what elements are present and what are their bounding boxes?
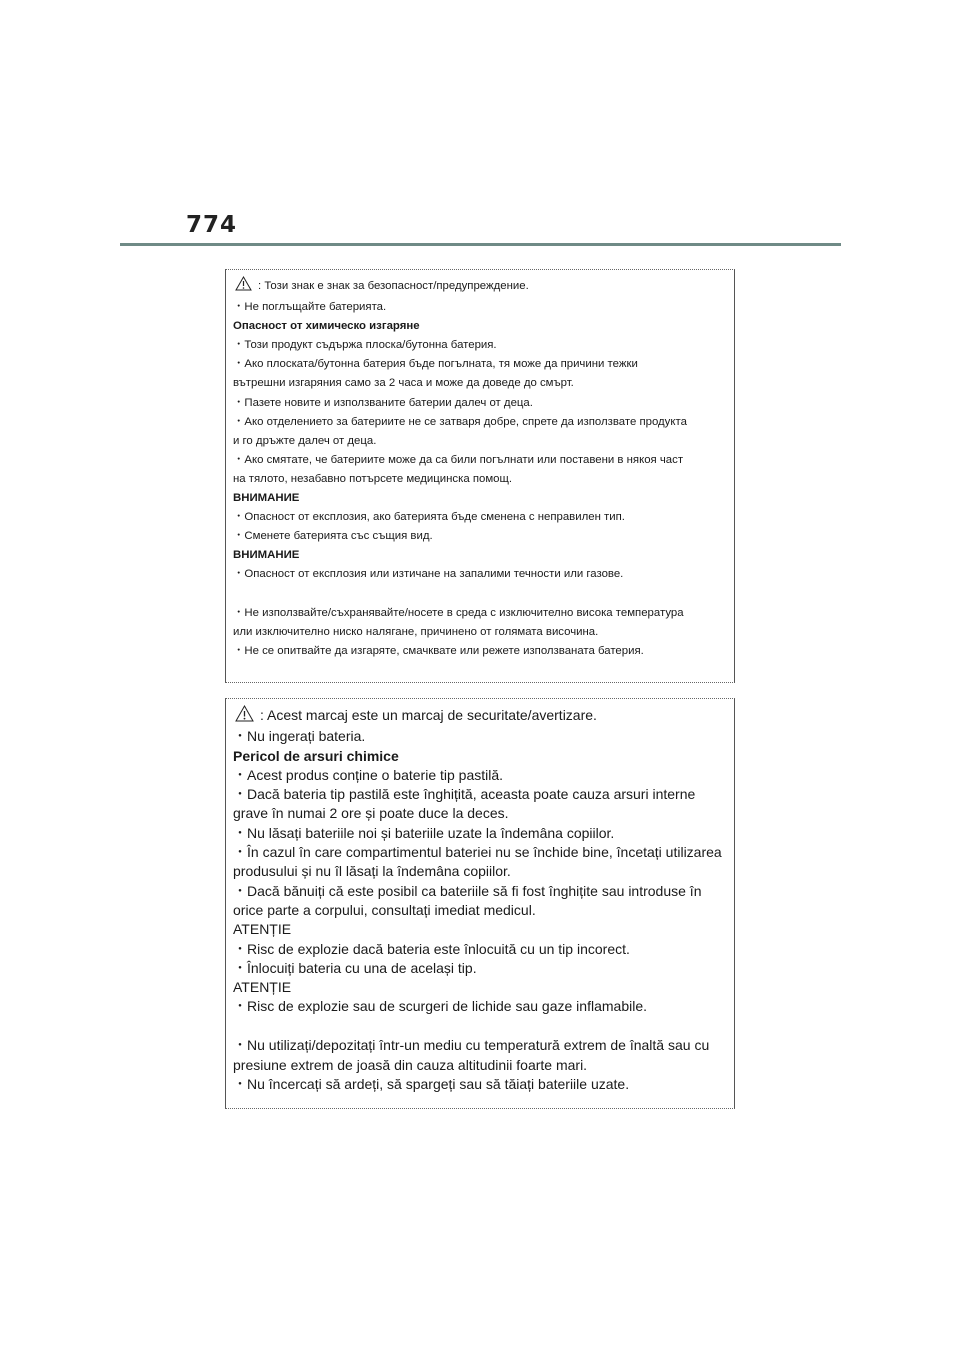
swallowed-line-2: grave în numai 2 ore și poate duce la deces. (233, 805, 509, 822)
no-burn-line: ・Не се опитвайте да изгаряте, смачквате или режете използваната батерия. (233, 644, 644, 657)
temperature-line-2: или изключително ниско налягане, причинено от голямата височина. (233, 625, 599, 638)
explosion-type-line: ・Risc de explozie dacă bateria este înlocuită cu un tip incorect. (233, 940, 630, 957)
dont-swallow-line: ・Не поглъщайте батерията. (233, 301, 387, 314)
explosion-type-line: ・Опасност от експлозия, ако батерията бъде сменена с неправилен тип. (233, 511, 625, 524)
symbol-note-row (233, 705, 734, 727)
compartment-line-1: ・Ако отделението за батериите не се затваря добре, спрете да използвате продукта (233, 415, 687, 428)
spacer (233, 1017, 734, 1037)
contains-battery-line: ・Този продукт съдържа плоска/бутонна батерия. (233, 339, 497, 352)
medical-line-2: на тялото, незабавно потърсете медицинска помощ. (233, 472, 513, 485)
no-burn-line: ・Nu încercați să ardeți, să spargeți sau să tăiați bateriile uzate. (233, 1075, 630, 1092)
symbol-note-row (233, 276, 734, 298)
contains-battery-line: ・Acest produs conține o baterie tip pastilă. (233, 766, 504, 783)
temperature-line-1: ・Nu utilizați/depozitați într-un mediu cu temperatură extrem de înaltă sau cu (233, 1037, 710, 1054)
warning-triangle-icon (235, 705, 254, 727)
compartment-line-2: produsului și nu îl lăsați la îndemâna copiilor. (233, 863, 511, 880)
keep-away-line: ・Пазете новите и използваните батерии далеч от деца. (233, 396, 533, 409)
bulgarian-warning-box (225, 269, 735, 683)
temperature-line-1: ・Не използвайте/съхранявайте/носете в среда с изключително висока температура (233, 606, 684, 619)
explosion-leak-line: ・Опасност от експлозия или изтичане на запалими течности или газове. (233, 568, 624, 581)
dont-swallow-line: ・Nu ingerați bateria. (233, 728, 366, 745)
page-number: 774 (186, 212, 238, 238)
keep-away-line: ・Nu lăsați bateriile noi și bateriile uzate la îndemâna copiilor. (233, 824, 615, 841)
swallowed-line-1: ・Dacă bateria tip pastilă este înghițită, aceasta poate cauza arsuri interne (233, 786, 696, 803)
explosion-leak-line: ・Risc de explozie sau de scurgeri de lichide sau gaze inflamabile. (233, 998, 647, 1015)
caution-heading-2: ATENȚIE (233, 979, 292, 996)
swallowed-line-2: вътрешни изгаряния само за 2 часа и може да доведе до смърт. (233, 377, 574, 390)
swallowed-line-1: ・Ако плоската/бутонна батерия бъде погълната, тя може да причини тежки (233, 358, 638, 371)
medical-line-1: ・Dacă bănuiți că este posibil ca bateriile să fi fost înghițite sau introduse în (233, 882, 702, 899)
symbol-note-text: : Този знак е знак за безопасност/предупреждение. (258, 280, 529, 292)
hazard-title: Опасност от химическо изгаряне (233, 320, 420, 333)
compartment-line-2: и го дръжте далеч от деца. (233, 434, 377, 447)
temperature-line-2: presiune extrem de joasă din cauza altitudinii foarte mari. (233, 1056, 588, 1073)
medical-line-2: orice parte a corpului, consultați imediat medicul. (233, 901, 536, 918)
caution-heading-1: ВНИМАНИЕ (233, 492, 300, 505)
compartment-line-1: ・În cazul în care compartimentul bateriei nu se închide bine, încetați utilizarea (233, 844, 722, 861)
replace-same-line: ・Înlocuiți bateria cu una de același tip. (233, 959, 477, 976)
caution-heading-2: ВНИМАНИЕ (233, 549, 300, 562)
hazard-title: Pericol de arsuri chimice (233, 747, 399, 764)
romanian-warning-box (225, 698, 735, 1109)
warning-triangle-icon (235, 276, 252, 298)
symbol-note-text: : Acest marcaj este un marcaj de securitate/avertizare. (260, 707, 597, 723)
replace-same-line: ・Сменете батерията със същия вид. (233, 530, 433, 543)
medical-line-1: ・Ако смятате, че батериите може да са били погълнати или поставени в някоя част (233, 453, 684, 466)
header-rule (120, 243, 841, 246)
caution-heading-1: ATENȚIE (233, 921, 292, 938)
spacer (233, 585, 734, 604)
